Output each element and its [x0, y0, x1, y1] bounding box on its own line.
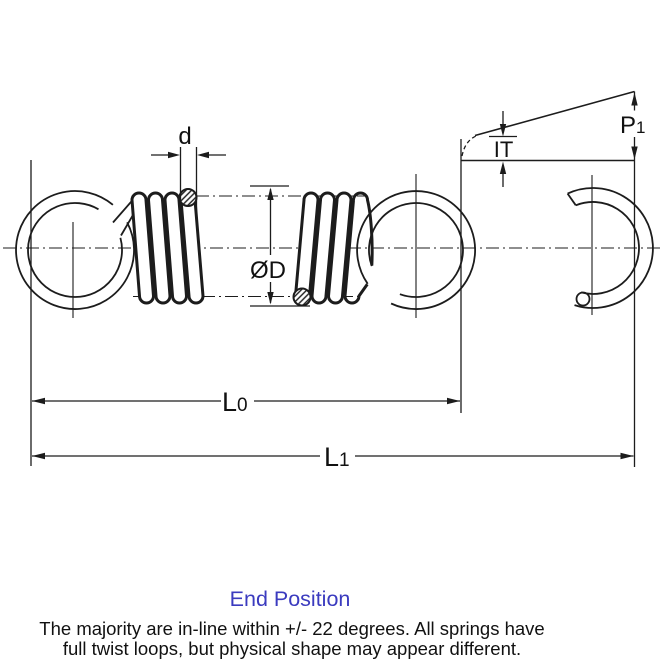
od-bottom-arrowhead — [267, 292, 273, 305]
pitch-label-subscript: 1 — [636, 118, 646, 137]
pitch-label — [620, 112, 645, 139]
overall-length-label-subscript: 1 — [339, 450, 350, 471]
p1-up-arrowhead — [631, 93, 637, 106]
right-coil-section — [296, 193, 352, 303]
left-hook-inner-arc — [28, 203, 122, 297]
end-view-wire-end-cap — [568, 194, 576, 206]
left-hook-outer-arc — [16, 191, 134, 309]
it-down-arrowhead — [500, 124, 506, 137]
end-position-title: End Position — [229, 587, 351, 611]
l1-left-arrowhead — [32, 453, 45, 459]
free-length-label — [222, 387, 248, 417]
overall-length-label-main: L — [324, 442, 340, 472]
left-coil-section — [132, 193, 203, 303]
free-length-label-subscript: 0 — [237, 395, 248, 416]
left-hook — [16, 191, 136, 309]
l1-right-arrowhead — [621, 453, 634, 459]
end-view-wire-tip-circle — [577, 293, 590, 306]
caption-line-2: full twist loops, but physical shape may appear different. — [62, 638, 522, 659]
d-right-arrowhead — [197, 152, 209, 158]
wire-diameter-label: d — [178, 123, 192, 150]
free-length-label-main: L — [222, 387, 238, 417]
dashed-corner-arc — [462, 136, 476, 156]
it-up-arrowhead — [500, 162, 506, 175]
outer-diameter-label: ØD — [250, 257, 286, 284]
overall-length-label — [324, 442, 350, 472]
coil-to-hook-transition-lower — [345, 284, 367, 303]
pitch-slope-line — [475, 92, 635, 136]
od-top-arrowhead — [267, 188, 273, 201]
wire-section-hatched-circle-left — [180, 189, 197, 206]
pitch-label-main: P — [620, 112, 637, 139]
wire-section-hatched-circle-right — [294, 289, 311, 306]
p1-down-arrowhead — [631, 147, 637, 160]
initial-tension-label: IT — [493, 137, 514, 162]
dimension-labels-group — [178, 112, 645, 472]
l0-left-arrowhead — [32, 398, 45, 404]
d-left-arrowhead — [168, 152, 180, 158]
l0-right-arrowhead — [447, 398, 460, 404]
caption-line-1: The majority are in-line within +/- 22 degrees. All springs have — [39, 618, 545, 639]
